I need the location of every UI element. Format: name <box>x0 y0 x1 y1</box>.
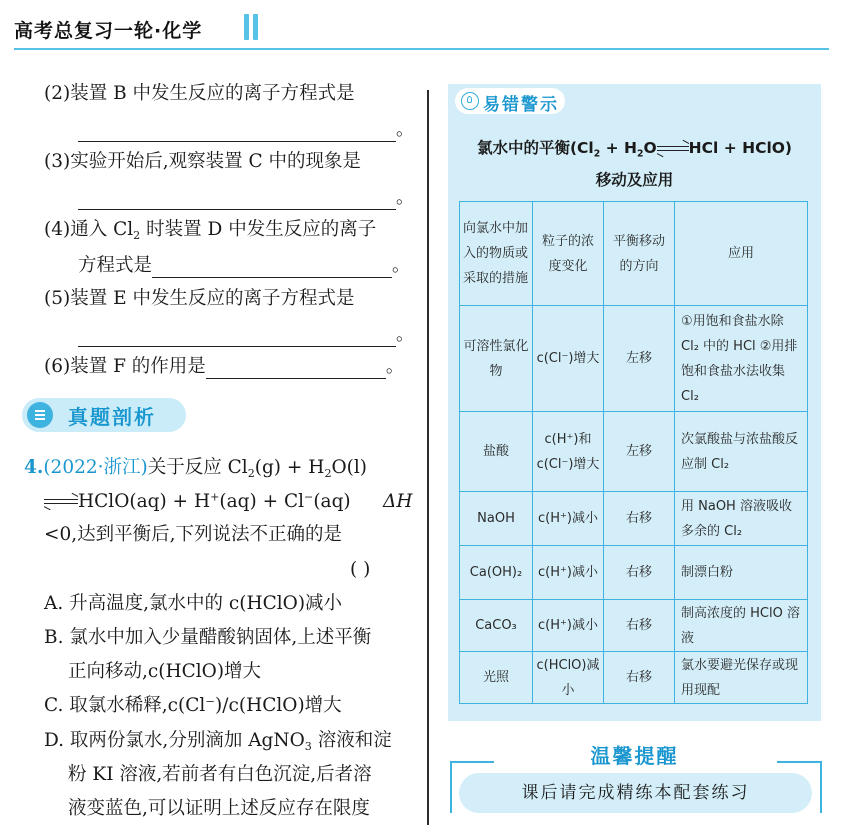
column-header: 平衡移动的方向 <box>604 202 675 306</box>
table-row <box>460 600 808 652</box>
table-cell: 盐酸 <box>460 412 533 492</box>
option-d-cont: 粉 KI 溶液,若前者有白色沉淀,后者溶 <box>68 764 372 785</box>
column-header: 向氯水中加入的物质或采取的措施 <box>460 202 533 306</box>
question-4-stem-3: <0,达到平衡后,下列说法不正确的是 <box>44 524 343 545</box>
table-cell: 制高浓度的 HClO 溶液 <box>675 600 808 652</box>
table-cell: NaOH <box>460 492 533 546</box>
table-row <box>460 306 808 412</box>
table-cell: 制漂白粉 <box>675 546 808 600</box>
table-cell: 用 NaOH 溶液吸收多余的 Cl₂ <box>675 492 808 546</box>
table-cell: 左移 <box>604 306 675 412</box>
question-4-stem-2: HClO(aq) + H+(aq) + Cl−(aq) <box>44 490 351 514</box>
table-cell: 氯水要避光保存或现用现配 <box>675 652 808 704</box>
page-header <box>0 0 849 50</box>
delta-h: ΔH <box>383 491 413 512</box>
answer-line-3[interactable]: 。 <box>78 186 414 210</box>
column-header: 粒子的浓度变化 <box>533 202 604 306</box>
table-cell: 光照 <box>460 652 533 704</box>
answer-line-6[interactable] <box>206 358 386 379</box>
table-cell: CaCO₃ <box>460 600 533 652</box>
table-cell: c(H⁺)减小 <box>533 600 604 652</box>
table-cell: c(H⁺)减小 <box>533 492 604 546</box>
answer-line-2[interactable]: 。 <box>78 118 414 142</box>
section-badge: 真题剖析 <box>22 398 186 432</box>
table-cell: 次氯酸盐与浓盐酸反应制 Cl₂ <box>675 412 808 492</box>
table-cell: 右移 <box>604 652 675 704</box>
table-cell: Ca(OH)₂ <box>460 546 533 600</box>
table-cell: 可溶性氯化物 <box>460 306 533 412</box>
table-row <box>460 652 808 704</box>
table-title: 氯水中的平衡($Cl_2 + H_2O$ HCl + HClO) <box>476 139 793 160</box>
table-cell: 左移 <box>604 412 675 492</box>
table-subtitle: 移动及应用 <box>595 171 674 189</box>
table-row <box>460 492 808 546</box>
table-cell: 右移 <box>604 600 675 652</box>
question-3: (3)实验开始后,观察装置 C 中的现象是 <box>44 151 362 172</box>
table-cell: c(H⁺)和c(Cl⁻)增大 <box>533 412 604 492</box>
reminder-title: 温馨提醒 <box>590 744 679 768</box>
tip-tag: 易错警示 <box>455 88 565 114</box>
question-4: (4)通入 $Cl_2$ 时装置 D 中发生反应的离子 <box>44 219 377 242</box>
option-b: B. 氯水中加入少量醋酸钠固体,上述平衡 <box>44 627 372 648</box>
question-6: (6)装置 F 的作用是 。 <box>44 356 404 377</box>
question-4-stem: 4.(2022·浙江)关于反应 $Cl_2(g) + H_2O(l)$ <box>24 457 368 480</box>
table-cell: 右移 <box>604 492 675 546</box>
book-title: 高考总复习一轮·化学 <box>14 20 203 42</box>
table-cell: 右移 <box>604 546 675 600</box>
table-cell: c(HClO)减小 <box>533 652 604 704</box>
table-row <box>460 412 808 492</box>
option-b-cont: 正向移动,c(HClO)增大 <box>68 661 262 682</box>
column-divider <box>427 90 429 825</box>
question-5: (5)装置 E 中发生反应的离子方程式是 <box>44 288 355 309</box>
table-header-row <box>460 202 808 306</box>
table-cell: c(Cl⁻)增大 <box>533 306 604 412</box>
answer-paren[interactable]: ( ) <box>350 559 371 580</box>
document-icon <box>27 402 53 428</box>
option-d: D. 取两份氯水,分别滴加 AgNO$_3$ 溶液和淀 <box>44 730 392 753</box>
answer-line-5[interactable]: 。 <box>78 323 414 347</box>
equilibrium-arrow-icon <box>44 497 78 507</box>
question-2: (2)装置 B 中发生反应的离子方程式是 <box>44 83 355 104</box>
equilibrium-arrow-icon <box>657 144 689 154</box>
column-header: 应用 <box>675 202 808 306</box>
option-a: A. 升高温度,氯水中的 c(HClO)减小 <box>44 593 343 614</box>
option-c: C. 取氯水稀释,c(Cl⁻)/c(HClO)增大 <box>44 695 342 716</box>
question-4-cont: 方程式是 。 <box>78 255 411 276</box>
lightbulb-icon <box>461 92 479 110</box>
equilibrium-table <box>459 201 808 704</box>
table-cell: ①用饱和食盐水除 Cl₂ 中的 HCl ②用排饱和食盐水法收集 Cl₂ <box>675 306 808 412</box>
table-row <box>460 546 808 600</box>
header-decoration <box>244 14 262 44</box>
answer-line-4[interactable] <box>152 257 392 278</box>
option-d-cont-2: 液变蓝色,可以证明上述反应存在限度 <box>68 798 370 819</box>
header-rule <box>14 48 829 50</box>
reminder-text: 课后请完成精练本配套练习 <box>459 773 812 813</box>
table-cell: c(H⁺)减小 <box>533 546 604 600</box>
